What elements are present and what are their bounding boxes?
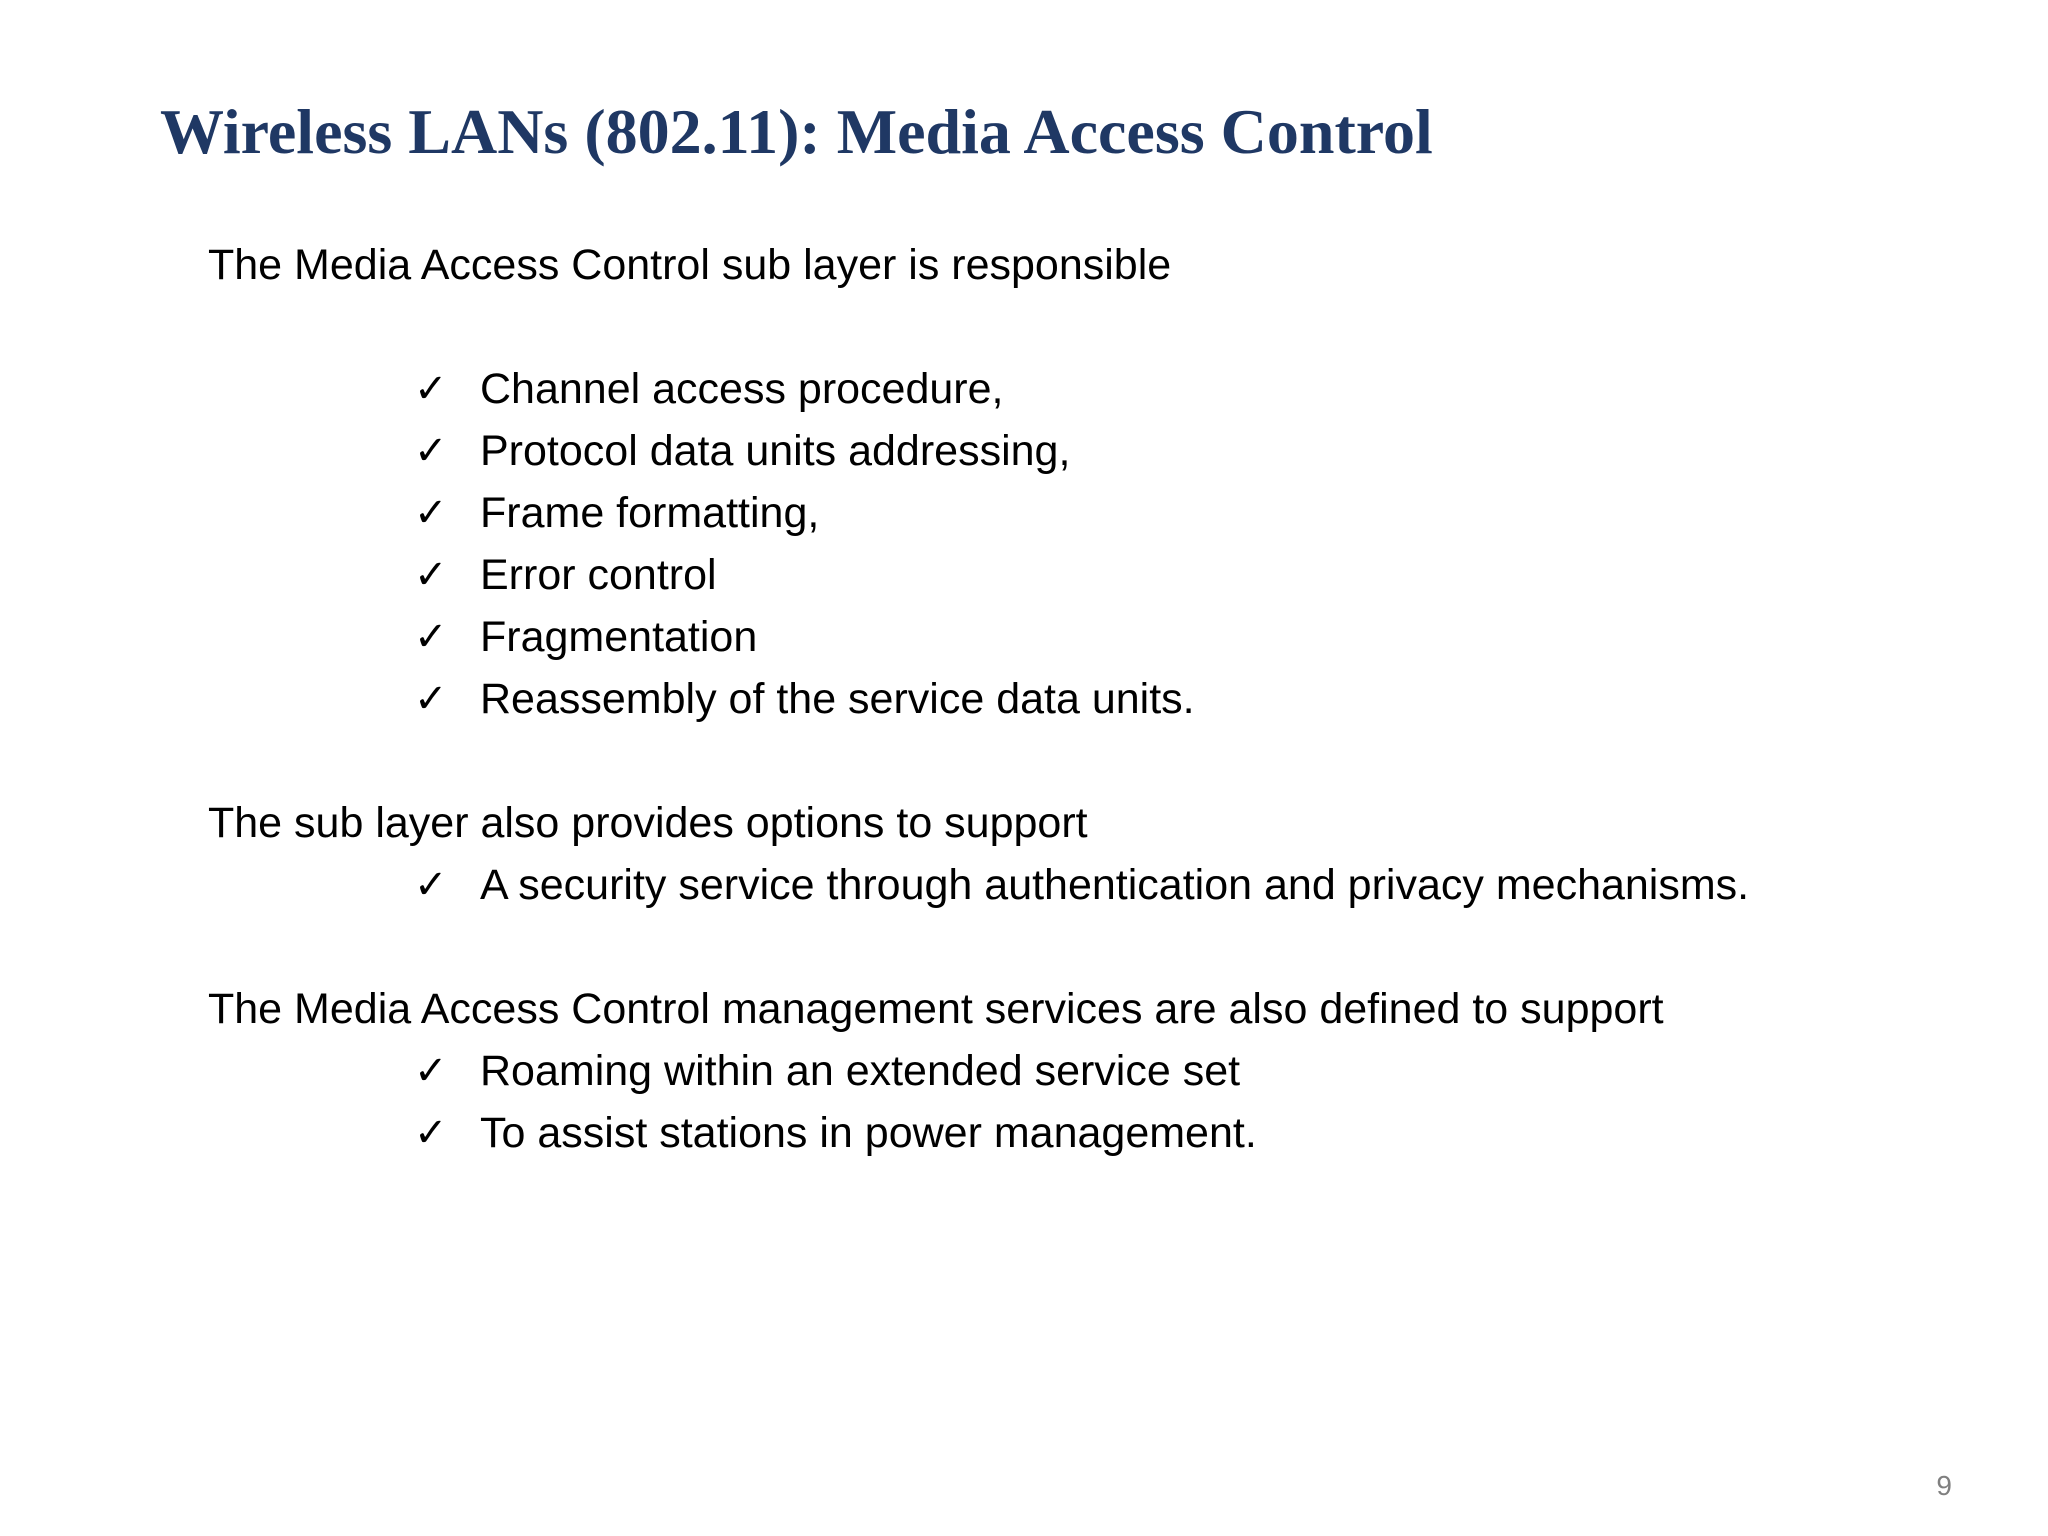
list-item bbox=[414, 854, 1749, 916]
check-icon: ✓ bbox=[414, 552, 448, 598]
list-item-text: Fragmentation bbox=[480, 612, 758, 661]
list-item-text: Protocol data units addressing, bbox=[480, 426, 1071, 475]
check-icon: ✓ bbox=[414, 1110, 448, 1156]
list-item bbox=[414, 420, 1195, 482]
check-icon: ✓ bbox=[414, 490, 448, 536]
list-item-text: To assist stations in power management. bbox=[480, 1108, 1257, 1157]
list-item-text: Channel access procedure, bbox=[480, 364, 1004, 413]
list-item bbox=[414, 606, 1195, 668]
section-responsibilities bbox=[208, 234, 1195, 730]
list-item bbox=[414, 544, 1195, 606]
list-item-text: Error control bbox=[480, 550, 717, 599]
section-heading: The Media Access Control management services are also defined to support bbox=[208, 985, 1664, 1033]
check-list bbox=[208, 358, 1195, 730]
check-list bbox=[208, 1040, 1664, 1164]
list-item-text: Reassembly of the service data units. bbox=[480, 674, 1195, 723]
list-item-text: Roaming within an extended service set bbox=[480, 1046, 1241, 1095]
check-icon: ✓ bbox=[414, 428, 448, 474]
check-icon: ✓ bbox=[414, 1048, 448, 1094]
section-heading: The sub layer also provides options to support bbox=[208, 799, 1088, 847]
check-icon: ✓ bbox=[414, 862, 448, 908]
check-icon: ✓ bbox=[414, 614, 448, 660]
list-item bbox=[414, 482, 1195, 544]
check-list bbox=[208, 854, 1749, 916]
section-management-services bbox=[208, 978, 1664, 1164]
list-item bbox=[414, 358, 1195, 420]
check-icon: ✓ bbox=[414, 676, 448, 722]
list-item bbox=[414, 1102, 1664, 1164]
section-options bbox=[208, 792, 1749, 916]
page-number: 9 bbox=[1936, 1470, 1952, 1501]
check-icon: ✓ bbox=[414, 366, 448, 412]
list-item bbox=[414, 1040, 1664, 1102]
list-item-text: A security service through authentication and privacy mechanisms. bbox=[480, 860, 1750, 909]
section-heading: The Media Access Control sub layer is responsible bbox=[208, 241, 1172, 289]
slide-title: Wireless LANs (802.11): Media Access Control bbox=[160, 96, 1433, 167]
list-item bbox=[414, 668, 1195, 730]
list-item-text: Frame formatting, bbox=[480, 488, 820, 537]
